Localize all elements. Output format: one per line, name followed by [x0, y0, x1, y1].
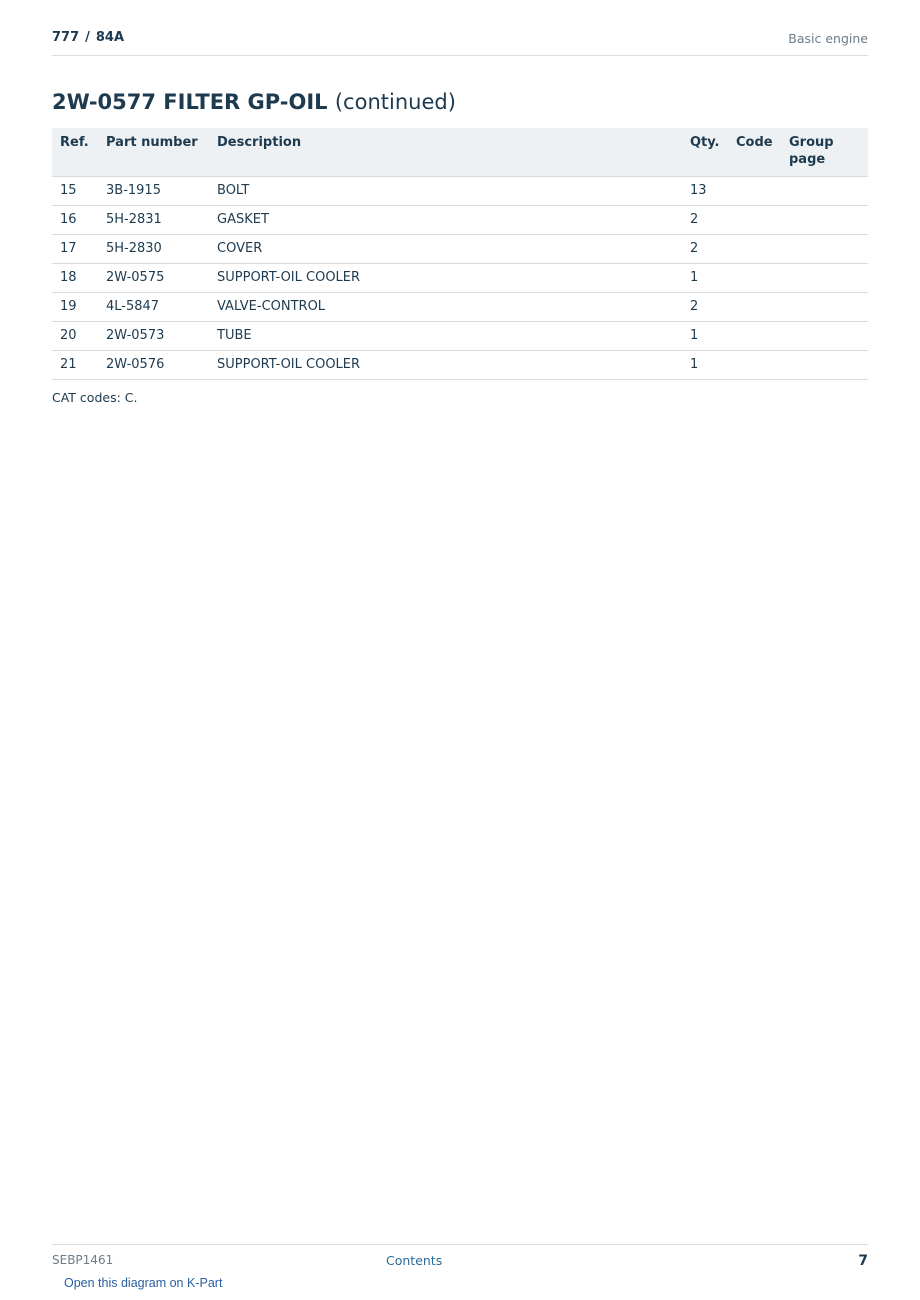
cell-code [728, 235, 781, 264]
cell-code [728, 177, 781, 206]
cell-group-page [781, 264, 868, 293]
cell-code [728, 264, 781, 293]
table-row [52, 206, 868, 235]
cell-description: SUPPORT-OIL COOLER [209, 264, 682, 293]
col-header-qty [682, 128, 728, 177]
cell-qty: 13 [682, 177, 728, 206]
cell-description: BOLT [209, 177, 682, 206]
section-name: Basic engine [788, 31, 868, 46]
parts-table [52, 128, 868, 380]
cell-ref: 16 [52, 206, 98, 235]
cell-description: GASKET [209, 206, 682, 235]
cell-description: SUPPORT-OIL COOLER [209, 351, 682, 380]
cell-group-page [781, 322, 868, 351]
cell-group-page [781, 351, 868, 380]
title-part: 2W-0577 FILTER GP-OIL [52, 90, 328, 114]
cell-ref: 17 [52, 235, 98, 264]
model-serial [52, 30, 124, 45]
contents-link[interactable]: Contents [386, 1253, 443, 1268]
cell-qty: 2 [682, 293, 728, 322]
cell-qty: 1 [682, 322, 728, 351]
table-row [52, 264, 868, 293]
table-row [52, 235, 868, 264]
page-footer [52, 1244, 868, 1275]
cell-group-page [781, 235, 868, 264]
cell-part-number: 5H-2830 [98, 235, 209, 264]
serial-prefix: 84A [95, 30, 125, 45]
cell-part-number: 3B-1915 [98, 177, 209, 206]
table-row [52, 351, 868, 380]
table-row [52, 293, 868, 322]
col-header-qty-label: Qty. [690, 135, 720, 150]
open-kpart-link[interactable]: Open this diagram on K-Part [64, 1276, 223, 1290]
cell-group-page [781, 177, 868, 206]
col-header-group-page: Group page [781, 128, 868, 177]
cell-ref: 21 [52, 351, 98, 380]
cell-ref: 20 [52, 322, 98, 351]
cell-part-number: 2W-0573 [98, 322, 209, 351]
cell-part-number: 4L-5847 [98, 293, 209, 322]
col-header-description: Description [209, 128, 682, 177]
cell-part-number: 2W-0575 [98, 264, 209, 293]
cell-code [728, 206, 781, 235]
cell-group-page [781, 206, 868, 235]
cell-qty: 2 [682, 206, 728, 235]
col-header-part-number: Part number [98, 128, 209, 177]
cell-part-number: 2W-0576 [98, 351, 209, 380]
page-header [52, 28, 868, 56]
col-header-ref: Ref. [52, 128, 98, 177]
cell-code [728, 322, 781, 351]
cell-code [728, 293, 781, 322]
document-number: SEBP1461 [52, 1253, 114, 1267]
cell-description: TUBE [209, 322, 682, 351]
model-separator: / [85, 30, 90, 45]
cell-ref: 15 [52, 177, 98, 206]
cell-qty: 1 [682, 351, 728, 380]
cell-part-number: 5H-2831 [98, 206, 209, 235]
page-number: 7 [858, 1253, 868, 1269]
table-row [52, 177, 868, 206]
table-header-row [52, 128, 868, 177]
model-number: 777 [52, 30, 80, 45]
cell-ref: 19 [52, 293, 98, 322]
cell-group-page [781, 293, 868, 322]
title-suffix: (continued) [334, 90, 456, 114]
cell-qty: 2 [682, 235, 728, 264]
cell-description: COVER [209, 235, 682, 264]
cell-code [728, 351, 781, 380]
table-row [52, 322, 868, 351]
col-header-code: Code [728, 128, 781, 177]
page-title [52, 90, 456, 114]
cell-description: VALVE-CONTROL [209, 293, 682, 322]
cell-ref: 18 [52, 264, 98, 293]
cat-codes-note: CAT codes: C. [52, 390, 138, 405]
cell-qty: 1 [682, 264, 728, 293]
